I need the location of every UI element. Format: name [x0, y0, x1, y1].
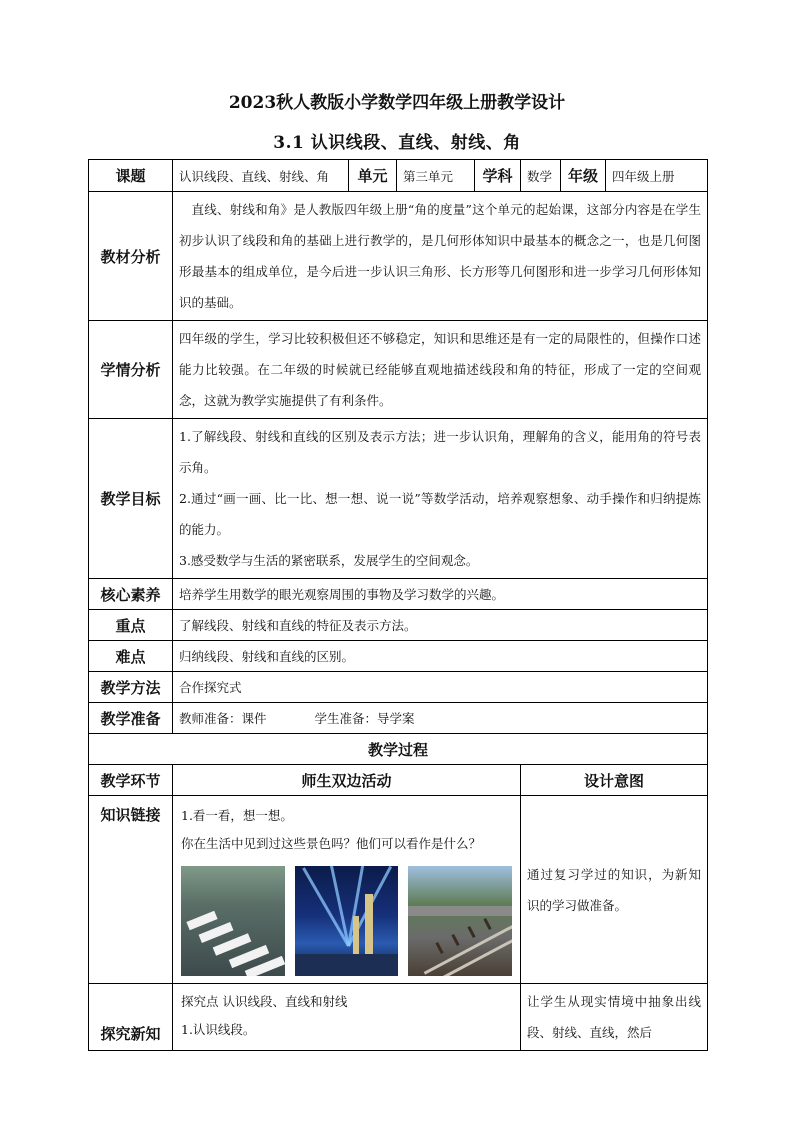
explore-intent: 让学生从现实情境中抽象出线段、射线、直线，然后	[521, 984, 708, 1051]
prep-cell	[173, 703, 708, 734]
unit-label: 单元	[349, 160, 397, 192]
key-label: 重点	[89, 610, 173, 641]
core-label: 核心素养	[89, 579, 173, 610]
goals-label: 教学目标	[89, 419, 173, 579]
prep-row	[89, 703, 708, 734]
difficult-label: 难点	[89, 641, 173, 672]
process-title-row	[89, 734, 708, 765]
link-step: 1.看一看，想一想。	[181, 808, 293, 823]
goal-item: 1.了解线段、射线和直线的区别及表示方法；进一步认识角，理解角的含义，能用角的符号表示角。	[179, 429, 702, 475]
difficult-text: 归纳线段、射线和直线的区别。	[173, 641, 708, 672]
goals-row	[89, 419, 708, 579]
material-label: 教材分析	[89, 192, 173, 321]
prep-teacher: 教师准备：课件	[179, 711, 267, 726]
lesson-title: 3.1 认识线段、直线、射线、角	[273, 133, 521, 153]
topic-label: 课题	[89, 160, 173, 192]
subject-value: 数学	[521, 160, 561, 192]
material-row	[89, 192, 708, 321]
core-text: 培养学生用数学的眼光观察周围的事物及学习数学的兴趣。	[173, 579, 708, 610]
railway-photo	[408, 866, 512, 976]
explore-point: 探究点 认识线段、直线和射线	[181, 994, 348, 1009]
link-intent: 通过复习学过的知识，为新知识的学习做准备。	[521, 796, 708, 984]
explore-activity	[173, 984, 521, 1051]
info-row	[89, 160, 708, 192]
col-intent-header: 设计意图	[521, 765, 708, 796]
explore-step: 1.认识线段。	[181, 1022, 256, 1037]
document-title: 2023秋人教版小学数学四年级上册教学设计	[228, 93, 566, 113]
col-stage-header: 教学环节	[89, 765, 173, 796]
photo-strip	[181, 866, 512, 976]
method-row	[89, 672, 708, 703]
topic-value: 认识线段、直线、射线、角	[173, 160, 349, 192]
student-label: 学情分析	[89, 321, 173, 419]
method-label: 教学方法	[89, 672, 173, 703]
core-row	[89, 579, 708, 610]
col-activity-header: 师生双边活动	[173, 765, 521, 796]
subject-label: 学科	[475, 160, 521, 192]
link-activity	[173, 796, 521, 984]
link-row	[89, 796, 708, 984]
student-text: 四年级的学生，学习比较积极但还不够稳定，知识和思维还是有一定的局限性的，但操作口述能力比较强。在二年级的时候就已经能够直观地描述线段和角的特征，形成了一定的空间观念，这就为教学实施提供了有利条件。	[173, 321, 708, 419]
link-question: 你在生活中见到过这些景色吗？他们可以看作是什么？	[181, 836, 482, 851]
goals-list	[173, 419, 708, 579]
student-row	[89, 321, 708, 419]
prep-label: 教学准备	[89, 703, 173, 734]
link-label: 知识链接	[89, 796, 173, 984]
key-text: 了解线段、射线和直线的特征及表示方法。	[173, 610, 708, 641]
grade-value: 四年级上册	[606, 160, 708, 192]
method-text: 合作探究式	[173, 672, 708, 703]
prep-student: 学生准备：导学案	[314, 711, 415, 726]
goal-item: 2.通过“画一画、比一比、想一想、说一说”等数学活动，培养观察想象、动手操作和归纳提炼的能力。	[179, 491, 702, 537]
grade-label: 年级	[561, 160, 606, 192]
crosswalk-photo	[181, 866, 285, 976]
difficult-row	[89, 641, 708, 672]
explore-label: 探究新知	[89, 984, 173, 1051]
key-row	[89, 610, 708, 641]
process-header-row	[89, 765, 708, 796]
explore-row	[89, 984, 708, 1051]
city-lights-photo	[295, 866, 399, 976]
goal-item: 3.感受数学与生活的紧密联系，发展学生的空间观念。	[179, 553, 479, 568]
lesson-plan-table	[88, 159, 708, 1051]
unit-value: 第三单元	[397, 160, 475, 192]
process-title: 教学过程	[89, 734, 708, 765]
material-text: 直线、射线和角》是人教版四年级上册“角的度量”这个单元的起始课，这部分内容是在学生初步认识了线段和角的基础上进行教学的，是几何形体知识中最基本的概念之一，也是几何图形最基本的组成单位，是今后进一步认识三角形、长方形等几何图形和进一步学习几何形体知识的基础。	[173, 192, 708, 321]
